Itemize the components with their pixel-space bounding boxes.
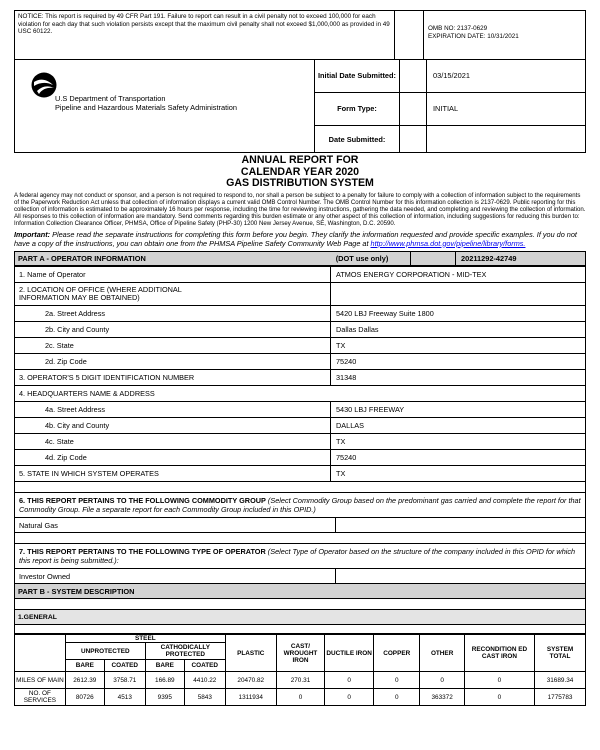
operator-name-value: ATMOS ENERGY CORPORATION - MID-TEX [331, 267, 586, 283]
omb-number: OMB NO: 2137-0629 [428, 25, 488, 32]
general-header: 1.GENERAL [14, 610, 586, 625]
paperwork-disclaimer: A federal agency may not conduct or sponsor, and a person is not required to respond to, nor shall a person be subject to a penalty for failure to comply with a collection of information subject to the requirements of the Paperwork Reduction Act unless that collection of information displays a current valid OMB Control Number. The OMB Control Number for this information collection is 2137-0629. Public reporting for this collection of information is estimated to be approximately 16 hours per response, including the time for reviewing instructions, gathering the data needed, and completing and reviewing the collection of information. All responses to this collection of information are mandatory. Send comments regarding this burden estimate or any other aspect of this collection of information, including suggestions for reducing this burden to: Information Collection Clearance Officer, PHMSA, Office of Pipeline Safety (PHP-30) 1200 New Jersey Avenue, SE, Washington, D.C. 20590. [14, 191, 586, 227]
reconditioned-cast-iron-header: RECONDITION ED CAST IRON [464, 635, 534, 672]
date-submitted-value [427, 126, 586, 153]
table-row [15, 450, 586, 466]
opid-label: 3. OPERATOR'S 5 DIGIT IDENTIFICATION NUMBER [15, 370, 331, 386]
report-title: ANNUAL REPORT FOR CALENDAR YEAR 2020 GAS DISTRIBUTION SYSTEM [226, 154, 374, 189]
operator-type-answer [14, 569, 586, 584]
part-a-title: PART A - OPERATOR INFORMATION [18, 254, 146, 264]
form-page [14, 10, 586, 706]
table-row [15, 322, 586, 338]
city-value: Dallas Dallas [331, 322, 586, 338]
form-type-label: Form Type: [315, 92, 400, 125]
system-description-table [14, 634, 586, 706]
important-label: Important: [14, 229, 51, 239]
notice-text: NOTICE: This report is required by 49 CFR Part 191. Failure to report can result in a civil penalty not to exceed 100,000 for each violation for each day that such violation persists except that the maximum civil penalty shall not exceed $1,000,000 as provided in 49 USC 60122. [15, 11, 395, 59]
hq-label: 4. HEADQUARTERS NAME & ADDRESS [15, 386, 586, 402]
street-value: 5420 LBJ Freeway Suite 1800 [331, 306, 586, 322]
state-value: TX [331, 338, 586, 354]
commodity-group-answer [14, 518, 586, 533]
date-submitted-label: Date Submitted: [315, 126, 400, 153]
ductile-iron-header: DUCTILE IRON [325, 635, 374, 672]
agency-name: U.S Department of Transportation Pipeline and Hazardous Materials Safety Administration [55, 94, 237, 112]
form-type-value: INITIAL [427, 92, 586, 125]
table-row [15, 338, 586, 354]
table-row [15, 354, 586, 370]
table-row: MILES OF MAIN 2612.39 3758.71 166.89 4410.22 20470.82 270.31 0 0 0 0 31689.34 [15, 672, 586, 689]
table-row [15, 306, 586, 322]
unprotected-header: UNPROTECTED [65, 643, 145, 660]
expiration-date: EXPIRATION DATE: 10/31/2021 [428, 32, 519, 40]
state-label: 2c. State [15, 338, 331, 354]
street-label: 2a. Street Address [15, 306, 331, 322]
hq-street-value: 5430 LBJ FREEWAY [331, 402, 586, 418]
part-b-title: PART B - SYSTEM DESCRIPTION [18, 586, 135, 596]
table-row [15, 418, 586, 434]
operator-type-question: 7. THIS REPORT PERTAINS TO THE FOLLOWING TYPE OF OPERATOR (Select Type of Operator based on the structure of the company included in this OPID for which this report is being submitted.): [14, 544, 586, 569]
hq-street-label: 4a. Street Address [15, 402, 331, 418]
operator-info-table [14, 266, 586, 482]
table-row: NO. OF SERVICES 80726 4513 9395 5843 1311934 0 0 0 363372 0 1775783 [15, 689, 586, 706]
system-total-header: SYSTEM TOTAL [535, 635, 586, 672]
plastic-header: PLASTIC [225, 635, 276, 672]
header-top [14, 10, 586, 60]
table-row [15, 370, 586, 386]
row-label: NO. OF SERVICES [15, 689, 66, 706]
part-a-header [14, 251, 586, 266]
opid-value: 31348 [331, 370, 586, 386]
agency-block [15, 60, 315, 152]
important-note: Important: Please read the separate instructions for completing this form before you begin. They clarify the information requested and provide specific examples. If you do not have a copy of the instructions, you can obtain one from the PHMSA Pipeline Safety Community Web Page at http://www.phmsa.dot.gov/pipeline/library/forms. [14, 229, 577, 248]
zip-value: 75240 [331, 354, 586, 370]
location-label: 2. LOCATION OF OFFICE (WHERE ADDITIONAL INFORMATION MAY BE OBTAINED) [15, 283, 331, 306]
table-row [15, 466, 586, 482]
submission-info [315, 60, 585, 152]
dot-use-label: (DOT use only) [335, 254, 389, 264]
table-row [15, 386, 586, 402]
hq-state-value: TX [331, 434, 586, 450]
part-b-header [14, 584, 586, 599]
row-label: MILES OF MAIN [15, 672, 66, 689]
state-ops-label: 5. STATE IN WHICH SYSTEM OPERATES [15, 466, 331, 482]
bare-header: BARE [145, 660, 184, 672]
cast-iron-header: CAST/ WROUGHT IRON [276, 635, 325, 672]
hq-city-value: DALLAS [331, 418, 586, 434]
city-label: 2b. City and County [15, 322, 331, 338]
zip-label: 2d. Zip Code [15, 354, 331, 370]
instructions-link[interactable]: http://www.phmsa.dot.gov/pipeline/library/forms. [370, 238, 526, 248]
commodity-group-question: 6. THIS REPORT PERTAINS TO THE FOLLOWING COMMODITY GROUP (Select Commodity Group based on the predominant gas carried and complete the report for that Commodity Group. File a separate report for each Commodity Group included in this OPID.) [14, 493, 586, 518]
hq-state-label: 4c. State [15, 434, 331, 450]
coated-header: COATED [104, 660, 145, 672]
table-row [15, 402, 586, 418]
hq-zip-label: 4d. Zip Code [15, 450, 331, 466]
initial-date-value: 03/15/2021 [427, 60, 586, 92]
bare-header: BARE [65, 660, 104, 672]
table-row [15, 267, 586, 283]
steel-header: STEEL [65, 635, 225, 643]
table-row [15, 434, 586, 450]
dot-logo-icon [31, 72, 57, 98]
initial-date-label: Initial Date Submitted: [315, 60, 400, 92]
commodity-group-value: Natural Gas [15, 518, 336, 532]
report-id: 20211292-42749 [455, 252, 585, 265]
omb-info [424, 11, 585, 59]
operator-name-label: 1. Name of Operator [15, 267, 331, 283]
hq-zip-value: 75240 [331, 450, 586, 466]
other-header: OTHER [420, 635, 464, 672]
state-ops-value: TX [331, 466, 586, 482]
cathodically-protected-header: CATHODICALLY PROTECTED [145, 643, 225, 660]
table-row [15, 283, 586, 306]
header-agency-row [14, 60, 586, 153]
coated-header: COATED [184, 660, 225, 672]
copper-header: COPPER [373, 635, 420, 672]
hq-city-label: 4b. City and County [15, 418, 331, 434]
operator-type-value: Investor Owned [15, 569, 336, 583]
